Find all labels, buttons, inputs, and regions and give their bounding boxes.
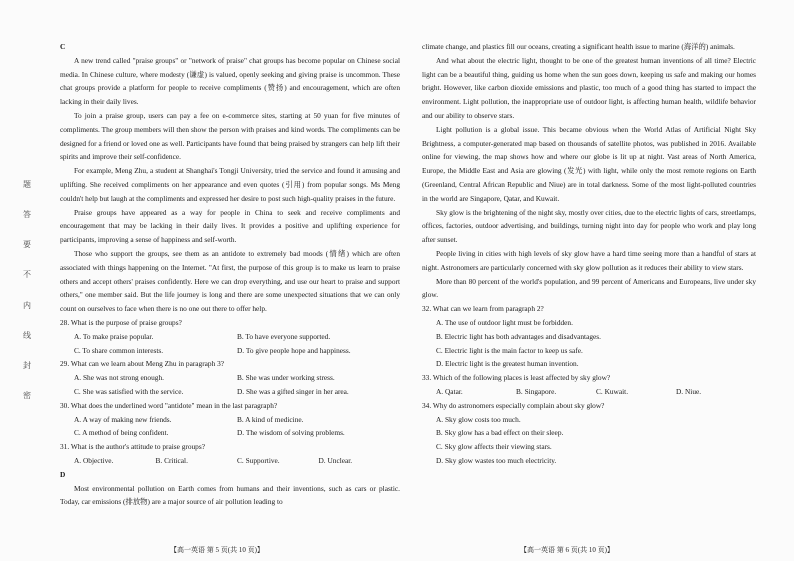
question-block <box>422 371 756 399</box>
answer-option: C. She was satisfied with the service. <box>74 386 184 396</box>
question-stem: 32. What can we learn from paragraph 2? <box>422 304 544 314</box>
section-c-passage <box>60 54 400 316</box>
answer-option: C. Kuwait. <box>596 386 629 396</box>
passage-paragraph: And what about the electric light, thought to be one of the greatest human inventions of all time? Electric light can be a beautiful thing, guiding us home when the sun goes down, keeping us safe and making our homes bright. However, like carbon dioxide emissions and plastic, too much of a good thing has started to impact the environment. Light pollution, the inappropriate use of outdoor light, is affecting human health, wildlife behavior and our ability to observe stars. <box>422 55 756 120</box>
question-options <box>422 413 756 468</box>
question-stem: 33. Which of the following places is least affected by sky glow? <box>422 373 611 383</box>
section-d-questions <box>422 302 756 468</box>
question-block <box>60 316 400 357</box>
answer-option: C. Sky glow affects their viewing stars. <box>436 442 552 452</box>
answer-option: B. To have everyone supported. <box>237 331 331 341</box>
question-block <box>60 357 400 398</box>
question-block <box>60 440 400 468</box>
answer-option: A. A way of making new friends. <box>74 414 172 424</box>
question-stem: 29. What can we learn about Meng Zhu in paragraph 3? <box>60 359 225 369</box>
answer-option: D. Sky glow wastes too much electricity. <box>436 455 557 465</box>
binding-char: 密 <box>23 390 31 400</box>
answer-option: A. Objective. <box>74 455 114 465</box>
binding-char: 要 <box>23 240 31 250</box>
question-options <box>60 413 400 441</box>
left-column <box>60 40 400 509</box>
answer-option: D. Unclear. <box>318 455 353 465</box>
section-c-title: C <box>60 42 66 51</box>
passage-paragraph: More than 80 percent of the world's population, and 99 percent of Americans and Europeans, live under sky glow. <box>422 276 756 300</box>
answer-option: B. Electric light has both advantages and disadvantages. <box>436 331 601 341</box>
answer-option: D. Niue. <box>676 386 702 396</box>
passage-paragraph: Light pollution is a global issue. This became obvious when the World Atlas of Artificial Night Sky Brightness, a computer-generated map based on thousands of satellite photos, was published in 2016. Available online for viewing, the map shows how and where our globe is lit up at night. Vast areas of North America, Europe, the Middle East and Asia are glowing (发光) with light, while only the most remote regions on Earth (Greenland, Central African Republic and Niue) are in total darkness. Some of the most light-polluted countries in the world are Singapore, Qatar, and Kuwait. <box>422 124 756 203</box>
answer-option: A. Sky glow costs too much. <box>436 414 521 424</box>
answer-option: C. A method of being confident. <box>74 428 169 438</box>
question-block <box>422 302 756 371</box>
answer-option: B. Sky glow has a bad effect on their sleep. <box>436 428 564 438</box>
binding-strip <box>20 180 34 400</box>
right-column <box>422 40 756 468</box>
binding-char: 不 <box>23 270 31 280</box>
answer-option: B. She was under working stress. <box>237 373 335 383</box>
answer-option: B. Critical. <box>155 455 188 465</box>
passage-paragraph: For example, Meng Zhu, a student at Shanghai's Tongji University, tried the service and found it amusing and uplifting. She received compliments on her appearance and even quotes (引用) from popular songs. Ms Meng couldn't help but laugh at the compliments and expressed her desire to post such high-quality praises in the future. <box>60 166 400 203</box>
passage-paragraph: A new trend called "praise groups" or "network of praise" chat groups has become popular on Chinese social media. In Chinese culture, where modesty (谦虚) is valued, openly seeking and giving praise is uncommon. These chat groups provide a platform for people to receive compliments (赞扬) and encouragement, which are often lacking in their daily lives. <box>60 55 400 107</box>
question-stem: 30. What does the underlined word "antidote" mean in the last paragraph? <box>60 400 278 410</box>
question-options <box>60 330 400 358</box>
page-footer-right: 【高一英语 第 6 页(共 10 页)】 <box>520 546 614 554</box>
question-options <box>60 454 400 468</box>
question-stem: 28. What is the purpose of praise groups? <box>60 317 182 327</box>
binding-char: 线 <box>23 330 31 340</box>
passage-paragraph: Those who support the groups, see them as an antidote to extremely bad moods (情绪) which are often associated with things happening on the Internet. "At first, the purpose of this group is to make us learn to praise others and accept others' praises confidently. Here we can drop everything, and use our heart to praise and support others," one member said. But the life journey is long and there are some unexpected situations that we can only count on ourselves to face when there is no one out there to offer help. <box>60 248 400 314</box>
section-d-title: D <box>60 469 66 479</box>
page-footer-left: 【高一英语 第 5 页(共 10 页)】 <box>170 546 264 554</box>
answer-option: D. To give people hope and happiness. <box>237 345 351 355</box>
binding-char: 答 <box>23 210 31 220</box>
answer-option: B. A kind of medicine. <box>237 414 304 424</box>
answer-option: A. Qatar. <box>436 386 463 396</box>
answer-option: C. To share common interests. <box>74 345 164 355</box>
section-c-questions <box>60 316 400 468</box>
question-stem: 34. Why do astronomers especially complain about sky glow? <box>422 400 605 410</box>
answer-option: C. Supportive. <box>237 455 280 465</box>
section-d-passage <box>422 40 756 302</box>
question-stem: 31. What is the author's attitude to praise groups? <box>60 442 205 452</box>
passage-paragraph: climate change, and plastics fill our oceans, creating a significant health issue to marine (海洋的) animals. <box>422 42 735 51</box>
answer-option: D. Electric light is the greatest human invention. <box>436 359 579 369</box>
answer-option: C. Electric light is the main factor to keep us safe. <box>436 345 583 355</box>
answer-option: A. She was not strong enough. <box>74 373 164 383</box>
question-block <box>60 399 400 440</box>
answer-option: D. The wisdom of solving problems. <box>237 428 345 438</box>
answer-option: A. To make praise popular. <box>74 331 154 341</box>
passage-paragraph: Sky glow is the brightening of the night sky, mostly over cities, due to the electric lights of cars, streetlamps, offices, factories, outdoor advertising, and buildings, turning night into day for people who work and play long after sunset. <box>422 207 756 245</box>
answer-option: D. She was a gifted singer in her area. <box>237 386 349 396</box>
passage-paragraph: Praise groups have appeared as a way for people in China to seek and receive compliments and encouragement that may be lacking in their daily lives. It provides a positive and uplifting experience for participants, improving a sense of happiness and self-worth. <box>60 207 400 245</box>
question-options <box>422 316 756 371</box>
question-options <box>60 371 400 399</box>
binding-char: 封 <box>23 360 31 370</box>
binding-char: 内 <box>23 300 31 310</box>
question-options <box>422 385 756 399</box>
question-block <box>422 399 756 468</box>
answer-option: B. Singapore. <box>516 386 557 396</box>
passage-paragraph: People living in cities with high levels of sky glow have a hard time seeing more than a handful of stars at night. Astronomers are particularly concerned with sky glow pollution as it reduces their ability to view stars. <box>422 248 756 272</box>
section-d-paragraph: Most environmental pollution on Earth comes from humans and their inventions, such as cars or plastic. Today, car emissions (排放物) are a major source of air pollution leading to <box>60 483 400 507</box>
binding-char: 题 <box>23 180 31 189</box>
passage-paragraph: To join a praise group, users can pay a fee on e-commerce sites, starting at 50 yuan for five minutes of compliments. The group members will then show the person with praises and kind words. The compliments can be designed for a friend or loved one as well. Participants have found that being praised by strangers can help lift their spirits and improve their self-confidence. <box>60 110 400 162</box>
answer-option: A. The use of outdoor light must be forbidden. <box>436 317 573 327</box>
